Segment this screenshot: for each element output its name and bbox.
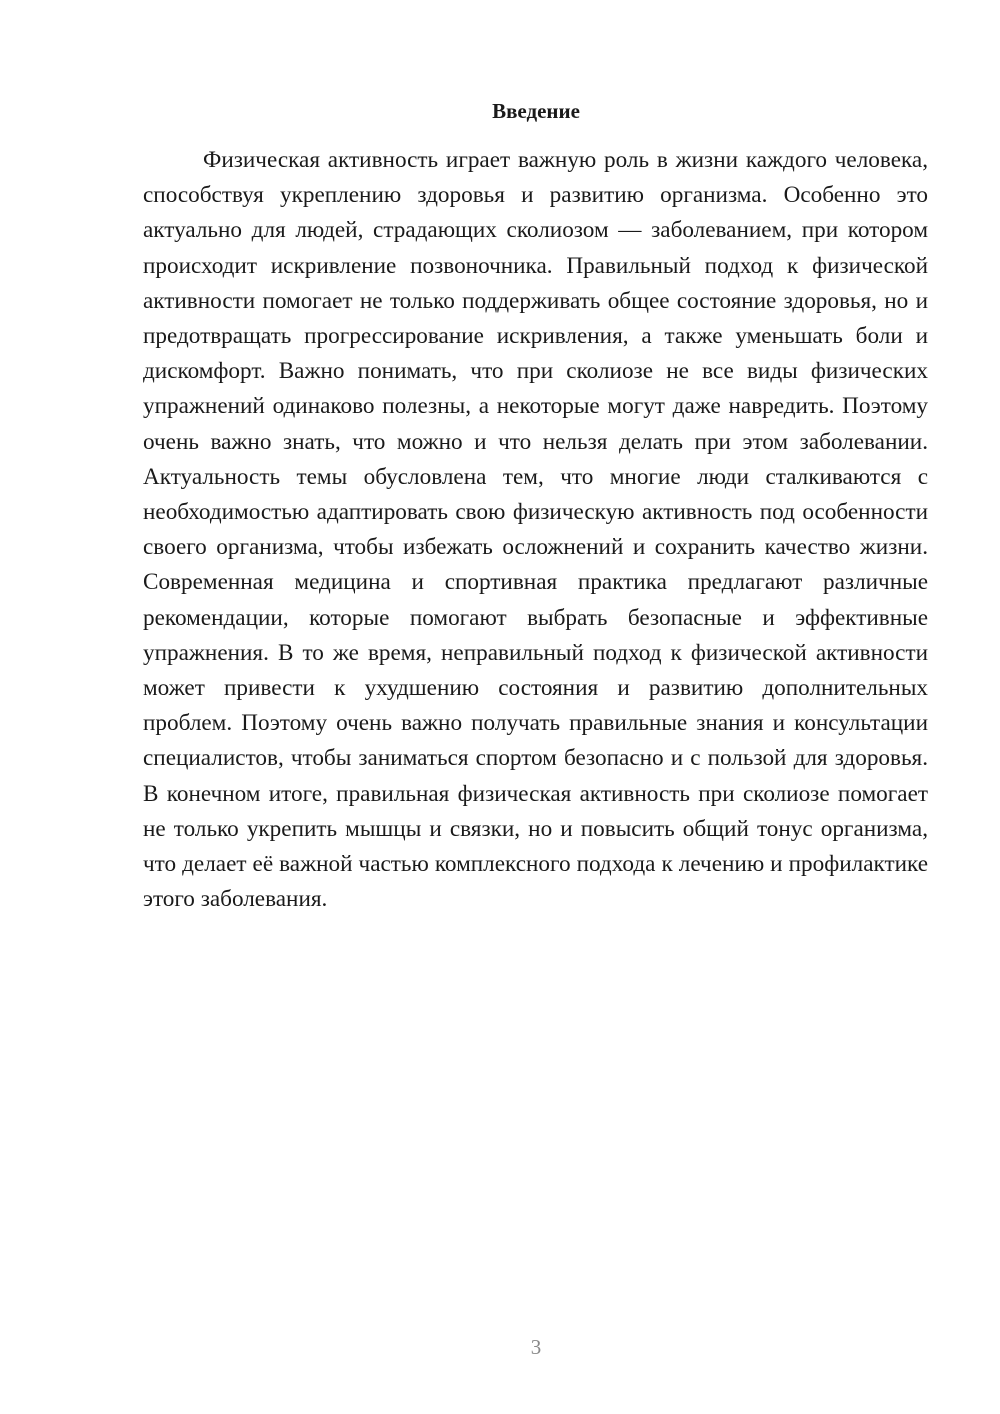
page-number: 3 [530,1335,542,1359]
intro-paragraph: Физическая активность играет важную роль в жизни каждого человека, способствуя укреплению здоровья и развитию организма. Особенно это актуально для людей, страдающих сколиозом — заболеванием, при котором происходит искривление позвоночника. Правильный подход к физической активности помогает не только поддерживать общее состояние здоровья, но и предотвращать прогрессирование искривления, а также уменьшать боли и дискомфорт. Важно понимать, что при сколиозе не все виды физических упражнений одинаково полезны, а некоторые могут даже навредить. Поэтому очень важно знать, что можно и что нельзя делать при этом заболевании. Актуальность темы обусловлена тем, что многие люди сталкиваются с необходимостью адаптировать свою физическую активность под особенности своего организма, чтобы избежать осложнений и сохранить качество жизни. Современная медицина и спортивная практика предлагают различные рекомендации, которые помогают выбрать безопасные и эффективные упражнения. В то же время, неправильный подход к физической активности может привести к ухудшению состояния и развитию дополнительных проблем. Поэтому очень важно получать правильные знания и консультации специалистов, чтобы заниматься спортом безопасно и с пользой для здоровья. В конечном итоге, правильная физическая активность при сколиозе помогает не только укрепить мышцы и связки, но и повысить общий тонус организма, что делает её важной частью комплексного подхода к лечению и профилактике этого заболевания. [143,147,928,913]
section-title: Введение [492,99,580,123]
